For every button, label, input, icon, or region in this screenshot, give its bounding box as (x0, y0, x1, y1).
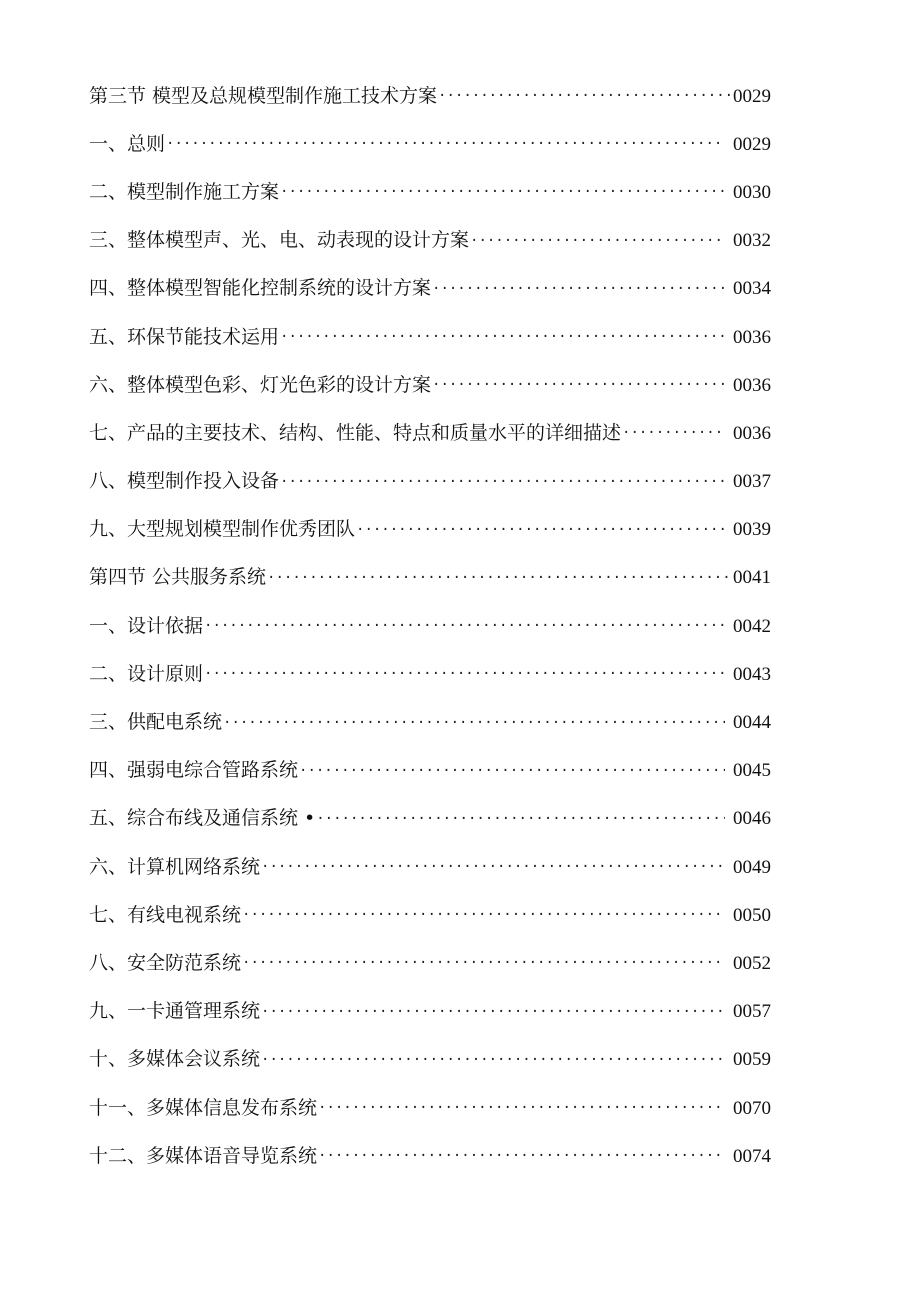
dot-leader (438, 89, 733, 103)
dot-leader (280, 185, 725, 199)
toc-entry[interactable] (89, 747, 771, 795)
toc-entry-page: 0045 (733, 760, 771, 782)
toc-entry-title: 十一、多媒体信息发布系统 (89, 1096, 318, 1119)
dot-leader (204, 619, 725, 633)
toc-entry[interactable] (89, 795, 771, 843)
toc-entry-page: 0036 (733, 374, 771, 396)
toc-entry[interactable] (89, 698, 771, 746)
dot-leader (299, 764, 725, 778)
toc-entry-title: 五、环保节能技术运用 (89, 325, 280, 348)
toc-entry[interactable] (89, 409, 771, 457)
toc-entry[interactable] (89, 217, 771, 265)
toc-entry-title: 八、模型制作投入设备 (89, 470, 280, 493)
table-of-contents (89, 72, 771, 1180)
toc-entry[interactable] (89, 361, 771, 409)
toc-entry-page: 0030 (733, 181, 771, 203)
toc-entry[interactable] (89, 1084, 771, 1132)
toc-entry-page: 0050 (733, 904, 771, 926)
dot-leader (470, 234, 725, 248)
dot-leader (223, 716, 725, 730)
dot-leader (166, 137, 725, 151)
dot-leader (318, 1101, 725, 1115)
toc-entry-page: 0049 (733, 856, 771, 878)
toc-entry-title: 二、设计原则 (89, 662, 204, 685)
dot-leader (280, 475, 725, 489)
toc-entry-title: 六、整体模型色彩、灯光色彩的设计方案 (89, 373, 432, 396)
toc-entry-page: 0037 (733, 471, 771, 493)
toc-entry-title: 七、有线电视系统 (89, 903, 242, 926)
toc-entry[interactable] (89, 72, 771, 120)
toc-entry-title: 六、计算机网络系统 (89, 855, 261, 878)
dot-leader (242, 908, 725, 922)
toc-entry-title: 二、模型制作施工方案 (89, 180, 280, 203)
toc-entry-page: 0043 (733, 663, 771, 685)
toc-entry-title: 十二、多媒体语音导览系统 (89, 1144, 318, 1167)
toc-entry[interactable] (89, 1036, 771, 1084)
toc-entry-title: 九、大型规划模型制作优秀团队 (89, 518, 356, 541)
toc-entry[interactable] (89, 506, 771, 554)
toc-entry-page: 0052 (733, 952, 771, 974)
toc-entry-page: 0059 (733, 1049, 771, 1071)
toc-entry[interactable] (89, 988, 771, 1036)
dot-leader (267, 571, 733, 585)
toc-entry-page: 0074 (733, 1145, 771, 1167)
toc-entry-page: 0044 (733, 712, 771, 734)
toc-entry[interactable] (89, 650, 771, 698)
dot-leader (432, 282, 725, 296)
toc-entry-title: 四、强弱电综合管路系统 (89, 759, 299, 782)
toc-entry-title: 八、安全防范系统 (89, 951, 242, 974)
toc-entry[interactable] (89, 313, 771, 361)
toc-entry-title: 十、多媒体会议系统 (89, 1048, 261, 1071)
toc-entry-page: 0070 (733, 1097, 771, 1119)
toc-entry[interactable] (89, 554, 771, 602)
toc-entry[interactable] (89, 939, 771, 987)
dot-leader (242, 956, 725, 970)
toc-entry-title: 七、产品的主要技术、结构、性能、特点和质量水平的详细描述 (89, 421, 622, 444)
dot-leader (261, 860, 725, 874)
dot-leader (280, 330, 725, 344)
toc-entry[interactable] (89, 602, 771, 650)
toc-entry[interactable] (89, 168, 771, 216)
toc-entry[interactable] (89, 458, 771, 506)
toc-entry-page: 0041 (733, 567, 771, 589)
toc-entry-title: 第三节 模型及总规模型制作施工技术方案 (89, 84, 438, 107)
dot-leader (622, 426, 725, 440)
toc-entry-title: 四、整体模型智能化控制系统的设计方案 (89, 277, 432, 300)
dot-leader (261, 1005, 725, 1019)
toc-entry-page: 0036 (733, 422, 771, 444)
toc-entry-title: 三、整体模型声、光、电、动表现的设计方案 (89, 229, 470, 252)
toc-entry[interactable] (89, 891, 771, 939)
toc-entry-page: 0032 (733, 230, 771, 252)
toc-entry-page: 0034 (733, 278, 771, 300)
toc-entry-title: 五、综合布线及通信系统 • (89, 807, 316, 830)
toc-entry-page: 0029 (733, 133, 771, 155)
toc-entry-page: 0029 (733, 85, 771, 107)
toc-entry-title: 第四节 公共服务系统 (89, 566, 267, 589)
toc-entry[interactable] (89, 1132, 771, 1180)
toc-entry-title: 一、总则 (89, 132, 166, 155)
dot-leader (356, 523, 725, 537)
toc-entry[interactable] (89, 843, 771, 891)
toc-entry[interactable] (89, 120, 771, 168)
toc-entry-title: 一、设计依据 (89, 614, 204, 637)
dot-leader (261, 1053, 725, 1067)
toc-entry-title: 三、供配电系统 (89, 711, 223, 734)
toc-entry[interactable] (89, 265, 771, 313)
dot-leader (204, 667, 725, 681)
toc-entry-page: 0039 (733, 519, 771, 541)
toc-entry-page: 0042 (733, 615, 771, 637)
toc-entry-page: 0036 (733, 326, 771, 348)
dot-leader (432, 378, 725, 392)
toc-entry-title: 九、一卡通管理系统 (89, 1000, 261, 1023)
dot-leader (316, 812, 725, 826)
toc-entry-page: 0046 (733, 808, 771, 830)
dot-leader (318, 1149, 725, 1163)
toc-entry-page: 0057 (733, 1001, 771, 1023)
